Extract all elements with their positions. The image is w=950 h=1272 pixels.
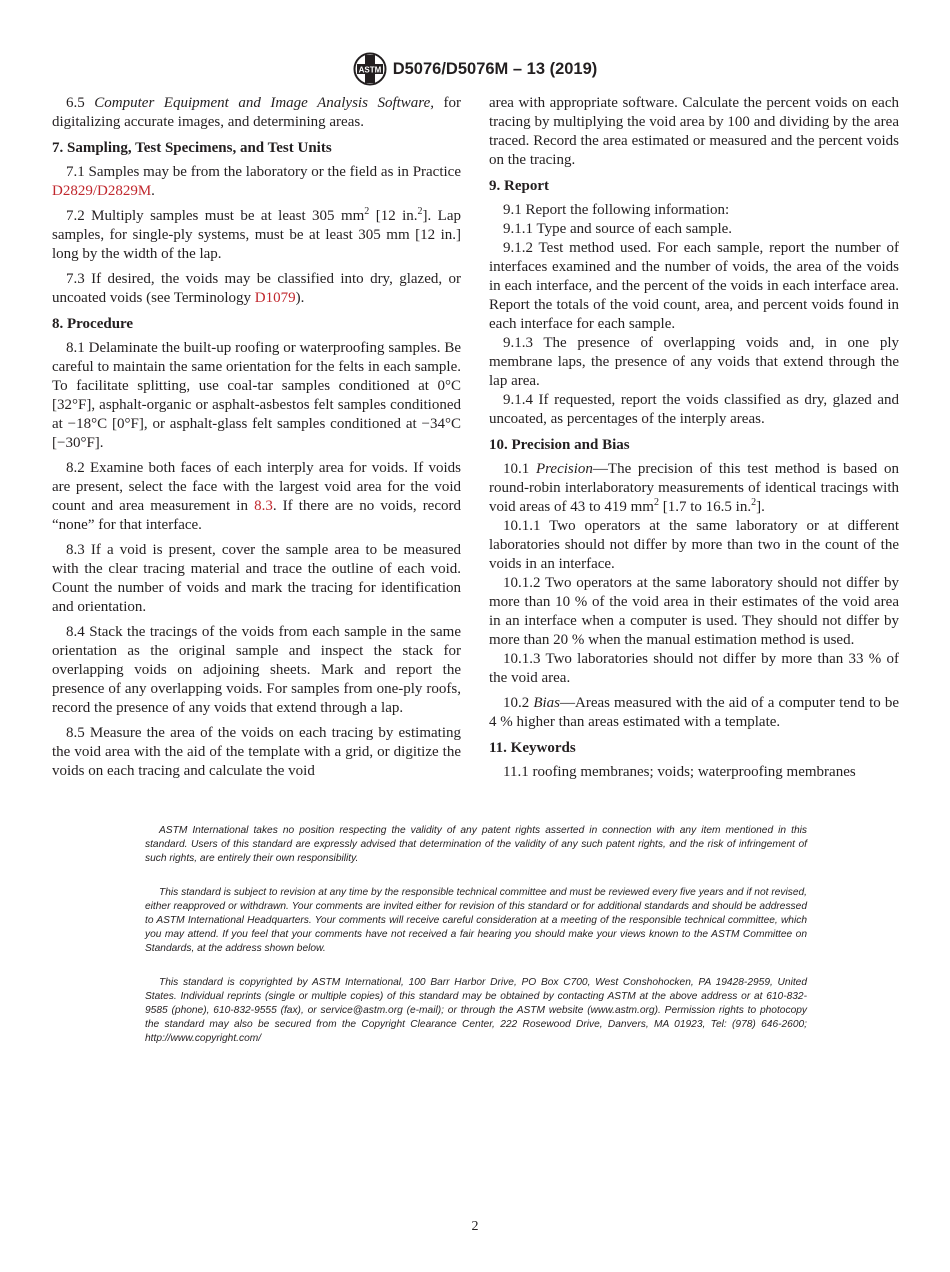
paragraph-8-3: 8.3 If a void is present, cover the sample area to be measured with the clear tracing material and trace the outline of each void. Count the number of voids and mark the tracing for identification and orientation.	[52, 542, 461, 615]
patent-notice: ASTM International takes no position respecting the validity of any patent rights asserted in connection with any item mentioned in this standard. Users of this standard are expressly advised that determination of the validity of any such patent rights, and the risk of infringement of such rights, are entirely their own responsibility.	[145, 825, 807, 864]
paragraph-11-1: 11.1 roofing membranes; voids; waterproofing membranes	[503, 764, 856, 780]
section-heading-9: 9. Report	[489, 178, 549, 194]
reference-link-8-3[interactable]: 8.3	[254, 498, 273, 514]
legal-notices	[145, 824, 807, 1066]
paragraph-9-1-1: 9.1.1 Type and source of each sample.	[503, 221, 733, 237]
paragraph-9-1-3: 9.1.3 The presence of overlapping voids and, in one ply membrane laps, the presence of any voids that extend through the lap area.	[489, 335, 899, 389]
paragraph-9-1-2: 9.1.2 Test method used. For each sample, report the number of interfaces examined and the number of voids, the area of the voids in each interface, and the percent of the voids in each interface area. Report the totals of the void count, area, and percent voids found in each interface for each sample.	[489, 240, 899, 332]
section-heading-11: 11. Keywords	[489, 740, 576, 756]
paragraph-10-1: 10.1 Precision—The precision of this test method is based on round-robin interlaboratory measurements of identical tracings with void areas of 43 to 419 $mm^2$ [1.7 to 16.5 in.$^2$].	[489, 461, 900, 515]
paragraph-6-5: 6.5 Computer Equipment and Image Analysis Software, for digitalizing accurate images, and determining areas.	[52, 95, 462, 130]
right-column	[489, 94, 899, 782]
paragraph-10-1-2: 10.1.2 Two operators at the same laboratory should not differ by more than 10 % of the void area in their estimates of the void area in an interface when a computer is used. They should not differ by more than 20 % when the manual estimation method is used.	[489, 575, 899, 648]
document-designation: D5076/D5076M – 13 (2019)	[392, 59, 598, 78]
paragraph-10-1-1: 10.1.1 Two operators at the same laboratory or at different laboratories should not differ by more than two in the count of the voids in an interface.	[489, 518, 899, 572]
left-column	[52, 94, 461, 781]
astm-logo-icon	[353, 52, 387, 86]
revision-notice: This standard is subject to revision at any time by the responsible technical committee and must be reviewed every five years and if not revised, either reapproved or withdrawn. Your comments are invited either for revision of this standard or for additional standards and should be addressed to ASTM International Headquarters. Your comments will receive careful consideration at a meeting of the responsible technical committee, which you may attend. If you feel that your comments have not received a fair hearing you should make your views known to the ASTM Committee on Standards, at the address shown below.	[145, 887, 807, 954]
paragraph-7-1: 7.1 Samples may be from the laboratory or the field as in Practice D2829/D2829M.	[52, 164, 461, 199]
reference-link-d2829[interactable]: D2829/D2829M	[52, 183, 152, 199]
paragraph-8-2: 8.2 Examine both faces of each interply area for voids. If voids are present, select the face with the largest void area for the void count and area measurement in 8.3. If there are no voids, record “none” for that interface.	[52, 460, 461, 533]
paragraph-8-4: 8.4 Stack the tracings of the voids from each sample in the same orientation as the original sample and inspect the stack for overlapping voids on adjoining sheets. Mark and report the presence of any overlapping voids. For samples from one-ply roofs, record the presence of any voids that extend through a lap.	[52, 624, 461, 716]
paragraph-8-1: 8.1 Delaminate the built-up roofing or waterproofing samples. Be careful to maintain the same orientation for the felts in each sample. To facilitate splitting, use coal-tar samples conditioned at 0°C [32°F], asphalt-organic or asphalt-asbestos felt samples conditioned at −18°C [0°F], or asphalt-glass felt samples conditioned at −34°C [−30°F].	[52, 340, 461, 451]
paragraph-7-2: 7.2 Multiply samples must be at least 305 $mm^2$ [12 in.$^2$]. Lap samples, for single-ply systems, must be at least 305 mm [12 in.] long by the width of the lap.	[52, 206, 462, 262]
svg-text:ASTM: ASTM	[358, 65, 382, 75]
section-heading-7: 7. Sampling, Test Specimens, and Test Units	[52, 140, 332, 156]
paragraph-9-1: 9.1 Report the following information:	[503, 202, 730, 218]
paragraph-9-1-4: 9.1.4 If requested, report the voids classified as dry, glazed and uncoated, as percentages of the interply areas.	[489, 392, 899, 427]
paragraph-10-2: 10.2 Bias—Areas measured with the aid of a computer tend to be 4 % higher than areas estimated with a template.	[489, 695, 899, 730]
reference-link-d1079[interactable]: D1079	[254, 290, 296, 306]
copyright-notice: This standard is copyrighted by ASTM International, 100 Barr Harbor Drive, PO Box C700, West Conshohocken, PA 19428-2959, United States. Individual reprints (single or multiple copies) of this standard may be obtained by contacting ASTM at the above address or at 610-832-9585 (phone), 610-832-9555 (fax), or service@astm.org (e-mail); or through the ASTM website (www.astm.org). Permission rights to photocopy the standard may also be secured from the Copyright Clearance Center, 222 Rosewood Drive, Danvers, MA 01923, Tel: (978) 646-2600; http://www.copyright.com/	[145, 977, 807, 1044]
paragraph-8-5: 8.5 Measure the area of the voids on each tracing by estimating the void area with the aid of the template with a grid, or digitize the voids on each tracing and calculate the void	[52, 725, 461, 779]
paragraph-10-1-3: 10.1.3 Two laboratories should not differ by more than 33 % of the void area.	[489, 651, 899, 686]
paragraph-8-5-continued: area with appropriate software. Calculate the percent voids on each tracing by multiplying the void area by 100 and dividing by the area traced. Record the area estimated or measured and the percent voids on the tracing.	[489, 95, 899, 168]
page-header	[0, 52, 950, 86]
section-heading-10: 10. Precision and Bias	[489, 437, 630, 453]
section-heading-8: 8. Procedure	[52, 316, 134, 332]
paragraph-7-3: 7.3 If desired, the voids may be classified into dry, glazed, or uncoated voids (see Terminology D1079).	[52, 271, 461, 306]
page-number: 2	[471, 1219, 479, 1234]
